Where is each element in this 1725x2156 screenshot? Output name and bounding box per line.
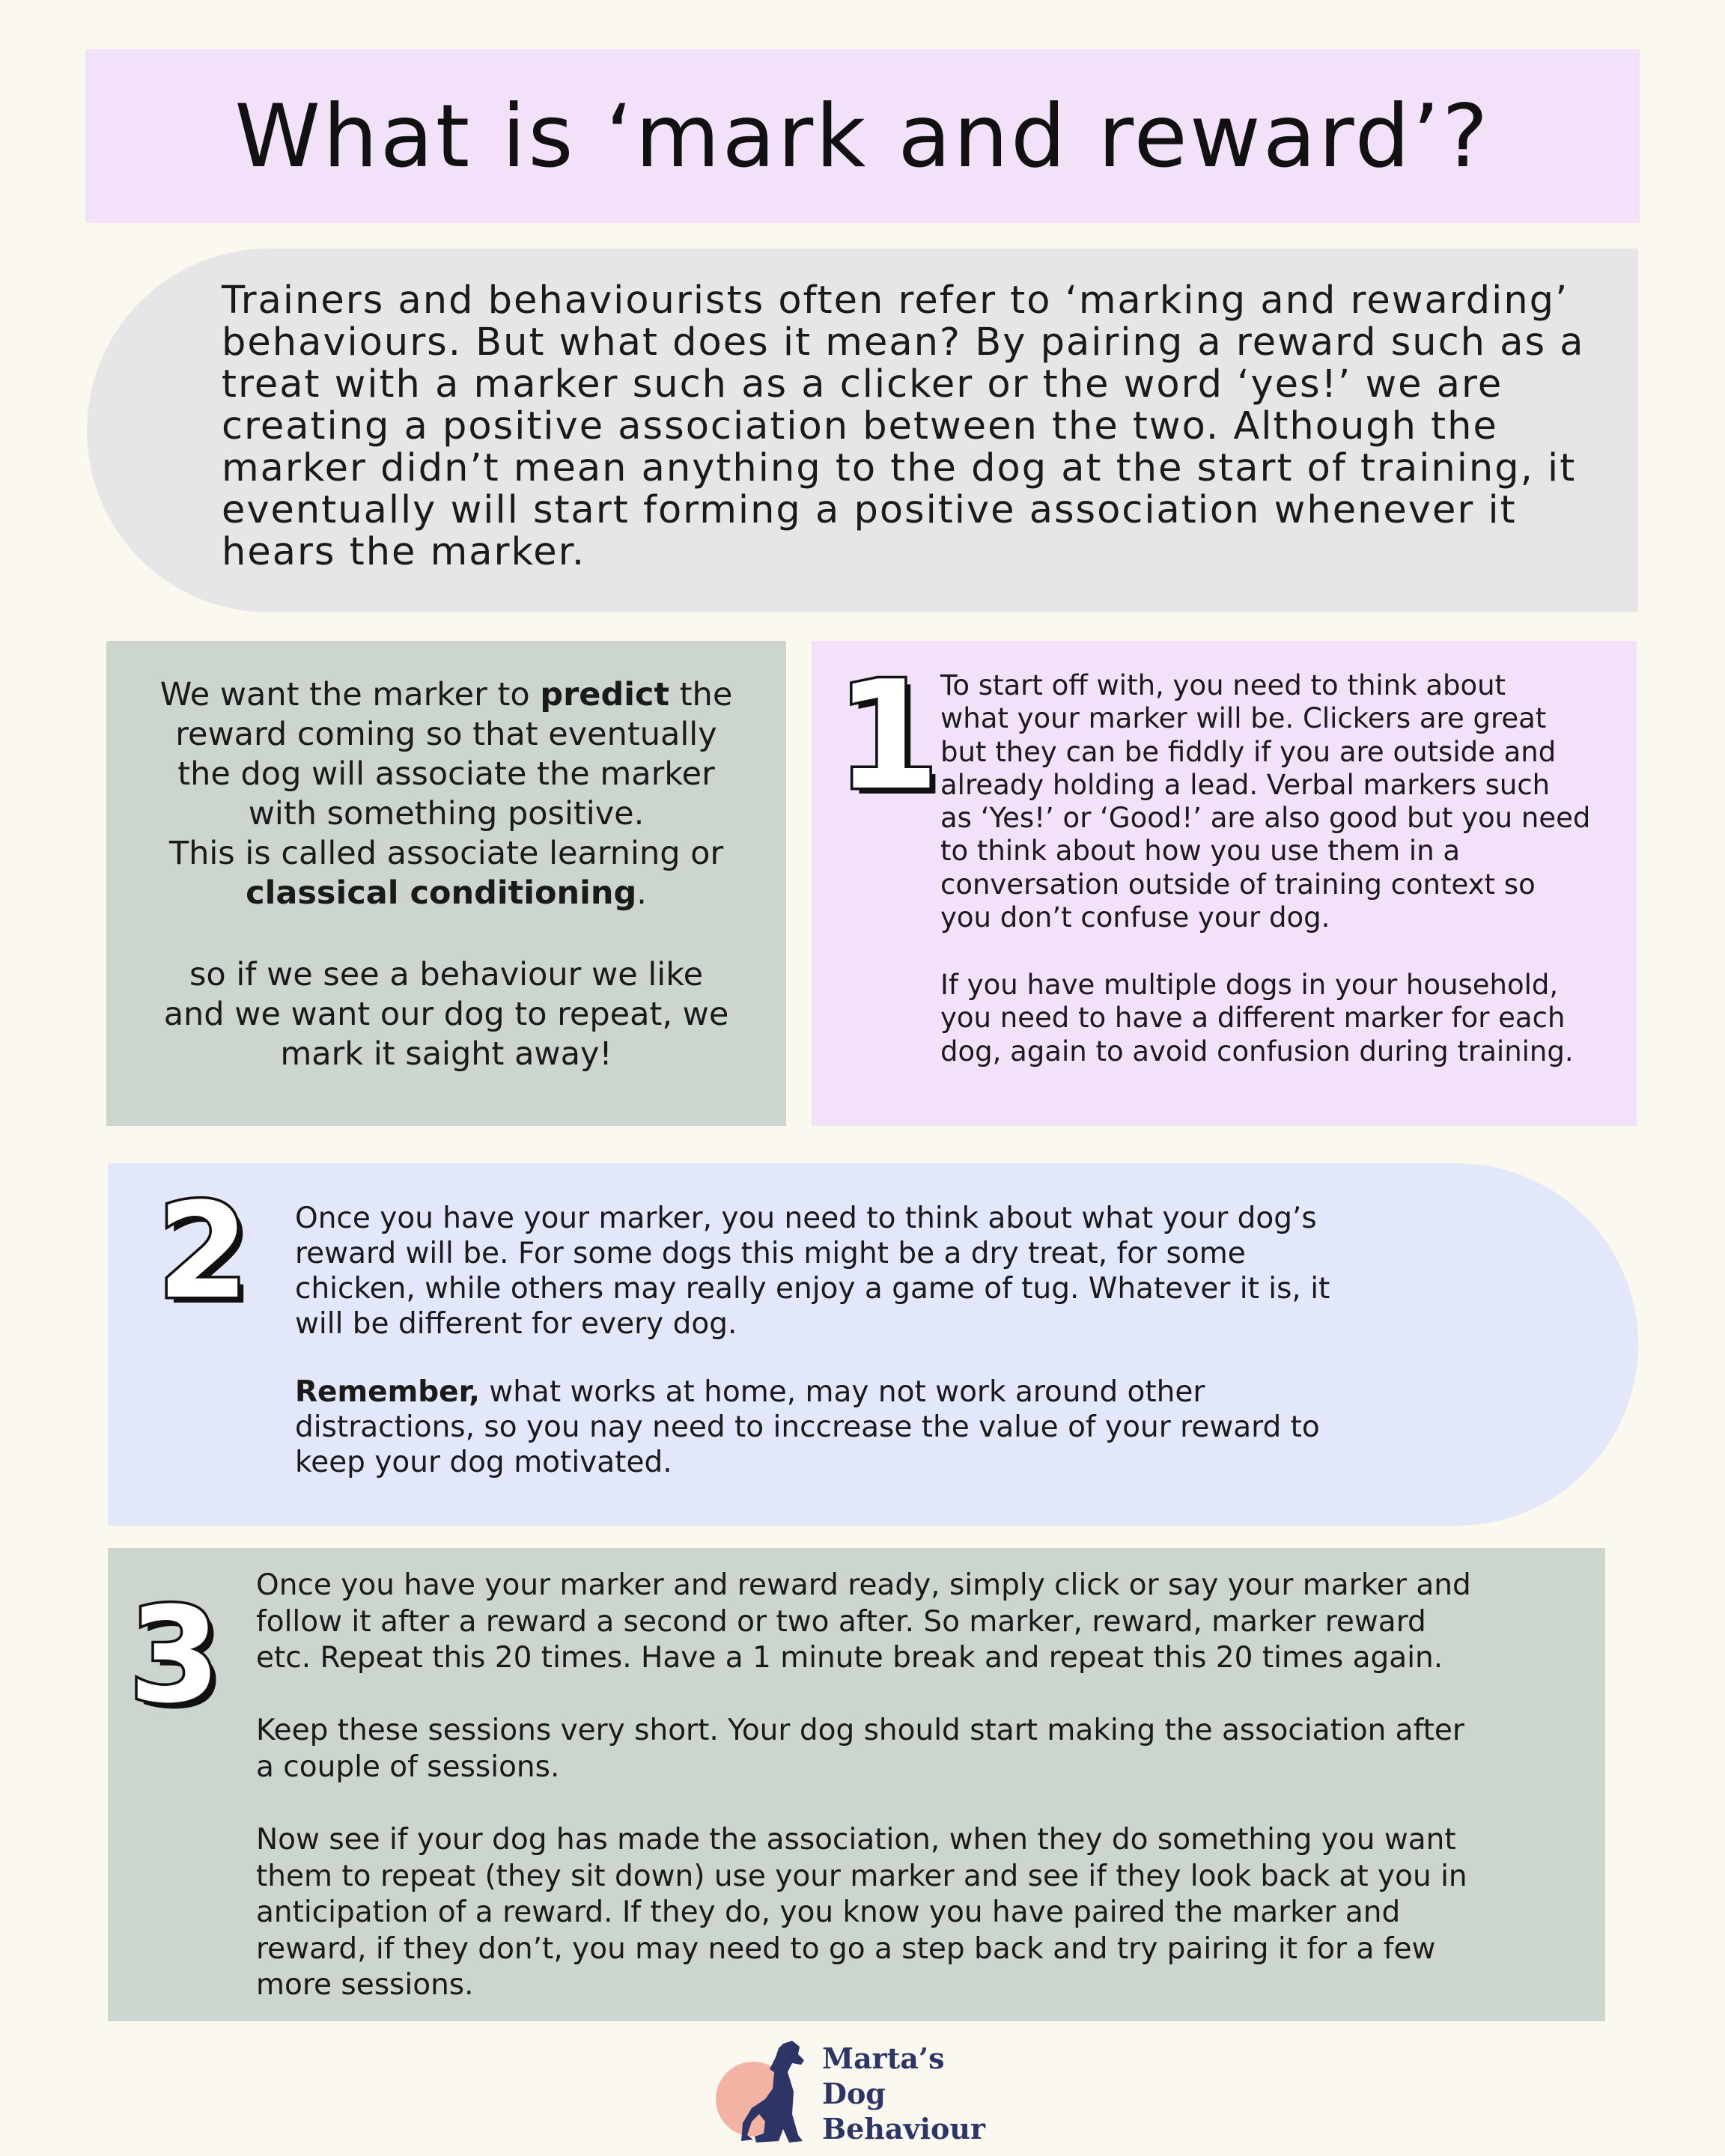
step-3-text-2: Keep these sessions very short. Your dog should start making the association after a couple of sessions. <box>256 1714 1464 1784</box>
step-2-remember-text: what works at home, may not work around other distractions, so you nay need to inccrease the value of your reward to keep your dog motivated. <box>295 1375 1320 1479</box>
step-1-text: To start off with, you need to think about what your marker will be. Clickers are great but they can be fiddly if you are outside and already holding a lead. Verbal markers such as ‘Yes!’ or ‘Good!’ are also good but you need to think about how you use them in a conversation outside of training context so you don’t confuse your dog. <box>940 669 1591 934</box>
predict-text-a: We want the marker to <box>159 676 541 713</box>
predict-bold: predict <box>540 676 670 713</box>
classical-conditioning-bold: classical conditioning <box>246 874 637 912</box>
predict-panel <box>106 641 786 1126</box>
step-3-text-3: Now see if your dog has made the association, when they do something you want them to repeat (they sit down) use your marker and see if they look back at you in anticipation of a reward. If they do, you know you have paired the marker and reward, if they don’t, you may need to go a step back and try pairing it for a few more sessions. <box>256 1823 1467 2002</box>
mark-away-paragraph: so if we see a behaviour we like and we want our dog to repeat, we mark it saight away! <box>163 956 729 1073</box>
step-2-number: 2 <box>157 1175 249 1328</box>
step-3-panel <box>108 1548 1605 2021</box>
step-2-panel <box>108 1163 1638 1526</box>
intro-panel <box>87 249 1638 612</box>
step-2-text: Once you have your marker, you need to think about what your dog’s reward will be. For some dogs this might be a dry treat, for some chicken, while others may really enjoy a game of tug. Whatever it is, it will be different for every dog. <box>295 1202 1330 1341</box>
step-2-text-2 <box>295 1374 1493 1480</box>
step-1-number: 1 <box>836 649 940 823</box>
page-title: What is ‘mark and reward’? <box>234 85 1491 187</box>
predict-text-b: the reward coming so that eventually the dog will associate the marker with something positive. This is called associate learning or <box>168 676 733 872</box>
step-3-number: 3 <box>129 1579 221 1732</box>
intro-text: Trainers and behaviourists often refer to ‘marking and rewarding’ behaviours. But what does it mean? By pairing a reward such as a treat with a marker such as a clicker or the word ‘yes!’ we are creating a positive association between the two. Although the marker didn’t mean anything to the dog at the start of training, it eventually will start forming a positive association whenever it hears the marker. <box>222 278 1585 574</box>
step-3-text: Once you have your marker and reward ready, simply click or say your marker and follow it after a reward a second or two after. So marker, reward, marker reward etc. Repeat this 20 times. Have a 1 minute break and repeat this 20 times again. <box>256 1568 1471 1675</box>
remember-bold: Remember, <box>295 1375 480 1409</box>
step-1-panel <box>812 641 1637 1126</box>
logo-text: Marta’s Dog Behaviour <box>822 2041 986 2146</box>
title-banner <box>85 49 1640 223</box>
predict-paragraph <box>106 675 786 913</box>
step-1-text-2: If you have multiple dogs in your household, you need to have a different marker for each dog, again to avoid confusion during training. <box>940 969 1574 1068</box>
predict-text-c: . <box>636 874 647 912</box>
